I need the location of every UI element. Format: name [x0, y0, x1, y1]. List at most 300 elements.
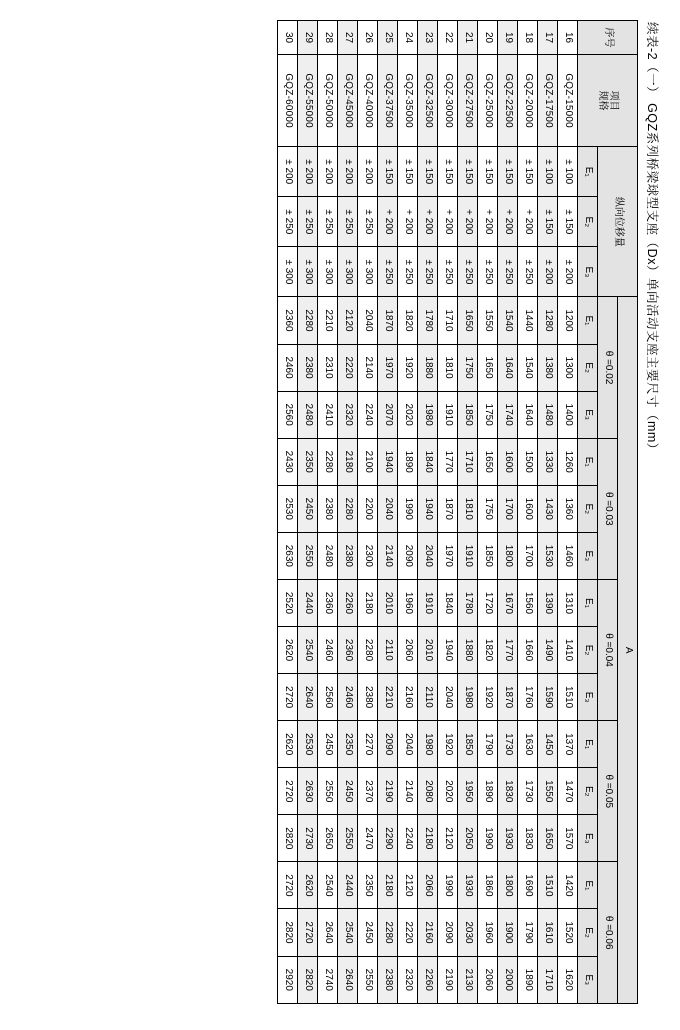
cell-seq: 26: [358, 21, 378, 55]
header-t002-e3: E₃: [578, 391, 598, 438]
cell-t006-e1: 2180: [378, 862, 398, 909]
cell-seq: 25: [378, 21, 398, 55]
cell-t002-e1: 1650: [458, 297, 478, 344]
cell-t002-e1: 1550: [478, 297, 498, 344]
cell-t003-e3: 2480: [318, 532, 338, 579]
table-row: [358, 21, 378, 1004]
cell-t005-e1: 1920: [438, 721, 458, 768]
cell-t005-e3: 1650: [538, 815, 558, 862]
cell-t004-e3: 2380: [358, 674, 378, 721]
header-t004-e3: E₃: [578, 674, 598, 721]
cell-displacement-e1: ± 150: [438, 147, 458, 197]
cell-t006-e2: 1520: [558, 909, 578, 956]
cell-t006-e1: 1930: [458, 862, 478, 909]
cell-t004-e2: 1410: [558, 627, 578, 674]
cell-displacement-e2: + 200: [418, 197, 438, 247]
cell-t004-e1: 1390: [538, 579, 558, 626]
cell-t005-e3: 2550: [338, 815, 358, 862]
header-t006-e3: E₃: [578, 956, 598, 1003]
cell-displacement-e3: ± 250: [418, 247, 438, 297]
cell-t005-e2: 1550: [538, 768, 558, 815]
cell-t006-e2: 2540: [338, 909, 358, 956]
cell-t004-e1: 1670: [498, 579, 518, 626]
cell-t004-e2: 2620: [278, 627, 298, 674]
cell-t003-e2: 1600: [518, 485, 538, 532]
cell-t003-e3: 1460: [558, 532, 578, 579]
cell-t005-e2: 2140: [398, 768, 418, 815]
cell-t003-e2: 1870: [438, 485, 458, 532]
cell-spec: GQZ-37500: [378, 55, 398, 147]
header-spec-line1: 项目: [608, 90, 619, 111]
cell-displacement-e2: + 200: [398, 197, 418, 247]
cell-t005-e3: 2050: [458, 815, 478, 862]
page-title: 续表-2（一） GQZ系列桥梁球型支座（Dx）单向活动支座主要尺寸（mm）: [645, 22, 659, 456]
cell-t005-e3: 1570: [558, 815, 578, 862]
cell-displacement-e2: ± 250: [358, 197, 378, 247]
cell-spec: GQZ-50000: [318, 55, 338, 147]
header-disp-e3: E₃: [578, 247, 598, 297]
cell-t005-e3: 2820: [278, 815, 298, 862]
cell-t005-e1: 1850: [458, 721, 478, 768]
cell-displacement-e2: ± 250: [338, 197, 358, 247]
cell-t004-e2: 2280: [358, 627, 378, 674]
cell-t006-e2: 2160: [418, 909, 438, 956]
cell-t003-e2: 1750: [478, 485, 498, 532]
cell-t005-e1: 2350: [338, 721, 358, 768]
cell-t002-e1: 2040: [358, 297, 378, 344]
cell-t003-e2: 1990: [398, 485, 418, 532]
cell-spec: GQZ-17500: [538, 55, 558, 147]
cell-t004-e3: 1760: [518, 674, 538, 721]
cell-t002-e2: 1810: [438, 344, 458, 391]
table-row: [538, 21, 558, 1004]
cell-t005-e1: 2620: [278, 721, 298, 768]
cell-displacement-e3: ± 250: [478, 247, 498, 297]
cell-displacement-e3: ± 250: [398, 247, 418, 297]
cell-t005-e2: 1470: [558, 768, 578, 815]
cell-displacement-e2: ± 150: [538, 197, 558, 247]
cell-t002-e2: 1650: [478, 344, 498, 391]
cell-t005-e2: 2020: [438, 768, 458, 815]
cell-spec: GQZ-15000: [558, 55, 578, 147]
cell-displacement-e1: ± 200: [338, 147, 358, 197]
cell-t006-e2: 2220: [398, 909, 418, 956]
header-disp-e2: E₂: [578, 197, 598, 247]
cell-displacement-e3: ± 250: [498, 247, 518, 297]
cell-t006-e1: 2120: [398, 862, 418, 909]
cell-t003-e3: 1910: [458, 532, 478, 579]
cell-t003-e3: 1700: [518, 532, 538, 579]
cell-seq: 23: [418, 21, 438, 55]
cell-displacement-e3: ± 300: [318, 247, 338, 297]
header-longitudinal-displacement: 纵向位移量: [598, 147, 638, 297]
cell-t004-e1: 1910: [418, 579, 438, 626]
cell-t003-e3: 1800: [498, 532, 518, 579]
cell-t003-e1: 1890: [398, 438, 418, 485]
cell-t005-e3: 2290: [378, 815, 398, 862]
cell-t002-e2: 2310: [318, 344, 338, 391]
header-t002-e1: E₁: [578, 297, 598, 344]
header-t005-e3: E₃: [578, 815, 598, 862]
cell-t005-e1: 2270: [358, 721, 378, 768]
cell-seq: 28: [318, 21, 338, 55]
header-theta-0-05: θ =0.05: [598, 721, 618, 862]
cell-t005-e1: 1980: [418, 721, 438, 768]
cell-t002-e1: 1200: [558, 297, 578, 344]
cell-t004-e3: 2160: [398, 674, 418, 721]
cell-t002-e1: 2210: [318, 297, 338, 344]
header-theta-0-02: θ =0.02: [598, 297, 618, 438]
cell-t006-e3: 1710: [538, 956, 558, 1003]
cell-t005-e1: 1370: [558, 721, 578, 768]
cell-t003-e1: 1710: [458, 438, 478, 485]
cell-t004-e1: 2260: [338, 579, 358, 626]
table-row: [438, 21, 458, 1004]
cell-displacement-e3: ± 250: [518, 247, 538, 297]
cell-t002-e2: 1540: [518, 344, 538, 391]
cell-displacement-e3: ± 300: [298, 247, 318, 297]
cell-displacement-e3: ± 250: [378, 247, 398, 297]
cell-t004-e3: 2040: [438, 674, 458, 721]
cell-t003-e3: 1970: [438, 532, 458, 579]
cell-t003-e2: 2040: [378, 485, 398, 532]
cell-t005-e3: 2730: [298, 815, 318, 862]
cell-t004-e3: 1920: [478, 674, 498, 721]
cell-t006-e3: 2130: [458, 956, 478, 1003]
cell-seq: 24: [398, 21, 418, 55]
cell-displacement-e1: ± 150: [458, 147, 478, 197]
cell-t003-e1: 1260: [558, 438, 578, 485]
cell-t002-e2: 2220: [338, 344, 358, 391]
cell-t004-e1: 1310: [558, 579, 578, 626]
cell-t005-e1: 1730: [498, 721, 518, 768]
cell-spec: GQZ-32500: [418, 55, 438, 147]
cell-t006-e3: 2060: [478, 956, 498, 1003]
cell-t005-e2: 1830: [498, 768, 518, 815]
cell-spec: GQZ-60000: [278, 55, 298, 147]
cell-t002-e1: 1440: [518, 297, 538, 344]
header-t004-e1: E₁: [578, 579, 598, 626]
cell-t002-e1: 2280: [298, 297, 318, 344]
cell-seq: 21: [458, 21, 478, 55]
cell-t005-e3: 2650: [318, 815, 338, 862]
cell-t003-e1: 2100: [358, 438, 378, 485]
cell-seq: 30: [278, 21, 298, 55]
cell-t003-e2: 2380: [318, 485, 338, 532]
cell-seq: 29: [298, 21, 318, 55]
cell-t005-e1: 2090: [378, 721, 398, 768]
cell-t002-e3: 1980: [418, 391, 438, 438]
cell-t006-e2: 1960: [478, 909, 498, 956]
cell-t003-e2: 2200: [358, 485, 378, 532]
cell-displacement-e2: ± 150: [558, 197, 578, 247]
cell-t006-e1: 1860: [478, 862, 498, 909]
cell-t005-e2: 1890: [478, 768, 498, 815]
cell-t003-e3: 2550: [298, 532, 318, 579]
cell-t002-e2: 1920: [398, 344, 418, 391]
cell-t003-e1: 1840: [418, 438, 438, 485]
cell-spec: GQZ-27500: [458, 55, 478, 147]
cell-displacement-e3: ± 250: [438, 247, 458, 297]
cell-t004-e3: 2720: [278, 674, 298, 721]
cell-seq: 20: [478, 21, 498, 55]
cell-t004-e3: 1980: [458, 674, 478, 721]
cell-t003-e3: 1530: [538, 532, 558, 579]
header-t003-e2: E₂: [578, 485, 598, 532]
cell-t002-e3: 1640: [518, 391, 538, 438]
cell-t006-e3: 2000: [498, 956, 518, 1003]
cell-t006-e3: 2190: [438, 956, 458, 1003]
cell-t005-e3: 2240: [398, 815, 418, 862]
header-t003-e3: E₃: [578, 532, 598, 579]
cell-t006-e2: 2280: [378, 909, 398, 956]
cell-t002-e2: 1880: [418, 344, 438, 391]
cell-displacement-e2: ± 250: [298, 197, 318, 247]
header-row-1: [618, 21, 638, 1004]
cell-displacement-e1: ± 150: [418, 147, 438, 197]
cell-t002-e3: 1750: [478, 391, 498, 438]
cell-t003-e2: 2530: [278, 485, 298, 532]
cell-t004-e1: 2440: [298, 579, 318, 626]
cell-t003-e2: 1430: [538, 485, 558, 532]
cell-t004-e1: 1560: [518, 579, 538, 626]
cell-spec: GQZ-45000: [338, 55, 358, 147]
cell-t002-e3: 1850: [458, 391, 478, 438]
table-body: [278, 21, 578, 1004]
cell-t006-e2: 1610: [538, 909, 558, 956]
cell-t006-e2: 2090: [438, 909, 458, 956]
cell-t002-e1: 1870: [378, 297, 398, 344]
cell-t005-e1: 2040: [398, 721, 418, 768]
cell-spec: GQZ-22500: [498, 55, 518, 147]
cell-t003-e1: 2430: [278, 438, 298, 485]
cell-t003-e2: 1810: [458, 485, 478, 532]
cell-t006-e1: 2540: [318, 862, 338, 909]
cell-t006-e2: 1790: [518, 909, 538, 956]
cell-displacement-e2: + 200: [498, 197, 518, 247]
cell-t004-e3: 1590: [538, 674, 558, 721]
cell-seq: 22: [438, 21, 458, 55]
cell-displacement-e3: ± 300: [278, 247, 298, 297]
header-theta-0-03: θ =0.03: [598, 438, 618, 579]
cell-t005-e3: 2470: [358, 815, 378, 862]
cell-t005-e1: 2530: [298, 721, 318, 768]
header-t005-e2: E₂: [578, 768, 598, 815]
cell-t005-e2: 1950: [458, 768, 478, 815]
cell-t006-e1: 2060: [418, 862, 438, 909]
cell-t006-e1: 1510: [538, 862, 558, 909]
cell-seq: 16: [558, 21, 578, 55]
header-theta-0-04: θ =0.04: [598, 579, 618, 720]
cell-t002-e1: 1540: [498, 297, 518, 344]
cell-t002-e2: 2380: [298, 344, 318, 391]
cell-t004-e2: 1490: [538, 627, 558, 674]
cell-seq: 27: [338, 21, 358, 55]
cell-t005-e1: 1790: [478, 721, 498, 768]
header-t006-e2: E₂: [578, 909, 598, 956]
cell-t006-e1: 1800: [498, 862, 518, 909]
cell-t002-e3: 2480: [298, 391, 318, 438]
table-row: [558, 21, 578, 1004]
cell-displacement-e1: ± 200: [318, 147, 338, 197]
cell-displacement-e1: ± 150: [398, 147, 418, 197]
cell-t004-e2: 2010: [418, 627, 438, 674]
cell-t003-e2: 1940: [418, 485, 438, 532]
cell-t003-e3: 2040: [418, 532, 438, 579]
cell-t002-e3: 1740: [498, 391, 518, 438]
cell-displacement-e2: + 200: [518, 197, 538, 247]
cell-t003-e3: 2300: [358, 532, 378, 579]
cell-t005-e3: 1830: [518, 815, 538, 862]
header-spec: [578, 55, 638, 147]
cell-t004-e1: 1780: [458, 579, 478, 626]
cell-t002-e1: 2120: [338, 297, 358, 344]
cell-t002-e2: 2140: [358, 344, 378, 391]
cell-displacement-e1: ± 150: [378, 147, 398, 197]
cell-t005-e2: 2190: [378, 768, 398, 815]
cell-t005-e3: 2180: [418, 815, 438, 862]
cell-seq: 17: [538, 21, 558, 55]
cell-displacement-e2: + 200: [458, 197, 478, 247]
header-t005-e1: E₁: [578, 721, 598, 768]
cell-t002-e3: 2410: [318, 391, 338, 438]
cell-t005-e1: 2450: [318, 721, 338, 768]
cell-t004-e2: 2540: [298, 627, 318, 674]
cell-t002-e3: 2320: [338, 391, 358, 438]
header-t004-e2: E₂: [578, 627, 598, 674]
cell-t006-e3: 1620: [558, 956, 578, 1003]
cell-spec: GQZ-30000: [438, 55, 458, 147]
cell-t004-e2: 2060: [398, 627, 418, 674]
cell-t002-e1: 1780: [418, 297, 438, 344]
cell-spec: GQZ-35000: [398, 55, 418, 147]
cell-displacement-e1: ± 200: [358, 147, 378, 197]
cell-t003-e2: 1700: [498, 485, 518, 532]
cell-t006-e2: 2820: [278, 909, 298, 956]
cell-t006-e3: 1890: [518, 956, 538, 1003]
cell-t003-e1: 1500: [518, 438, 538, 485]
header-t003-e1: E₁: [578, 438, 598, 485]
cell-t004-e1: 2520: [278, 579, 298, 626]
header-theta-0-06: θ =0.06: [598, 862, 618, 1004]
cell-t003-e1: 2280: [318, 438, 338, 485]
cell-t002-e1: 1280: [538, 297, 558, 344]
cell-t002-e3: 1910: [438, 391, 458, 438]
table-row: [378, 21, 398, 1004]
cell-t002-e2: 2460: [278, 344, 298, 391]
cell-displacement-e3: ± 300: [358, 247, 378, 297]
cell-t002-e3: 2240: [358, 391, 378, 438]
cell-t003-e2: 2280: [338, 485, 358, 532]
cell-t005-e3: 1990: [478, 815, 498, 862]
cell-t003-e1: 1330: [538, 438, 558, 485]
cell-t005-e2: 2550: [318, 768, 338, 815]
cell-t006-e2: 2640: [318, 909, 338, 956]
cell-t003-e2: 1360: [558, 485, 578, 532]
cell-t004-e2: 1940: [438, 627, 458, 674]
cell-displacement-e2: + 200: [478, 197, 498, 247]
cell-t003-e1: 1770: [438, 438, 458, 485]
cell-t004-e2: 2110: [378, 627, 398, 674]
cell-t005-e2: 1730: [518, 768, 538, 815]
cell-displacement-e1: ± 150: [498, 147, 518, 197]
cell-t004-e2: 1770: [498, 627, 518, 674]
cell-t005-e2: 2450: [338, 768, 358, 815]
cell-t006-e2: 2720: [298, 909, 318, 956]
cell-t005-e2: 2370: [358, 768, 378, 815]
cell-t002-e3: 2020: [398, 391, 418, 438]
header-seq: 序号: [578, 21, 638, 55]
cell-spec: GQZ-25000: [478, 55, 498, 147]
cell-spec: GQZ-20000: [518, 55, 538, 147]
cell-displacement-e3: ± 300: [338, 247, 358, 297]
cell-t004-e3: 2560: [318, 674, 338, 721]
cell-seq: 19: [498, 21, 518, 55]
cell-t003-e1: 2350: [298, 438, 318, 485]
cell-t005-e1: 1630: [518, 721, 538, 768]
header-t002-e2: E₂: [578, 344, 598, 391]
cell-t004-e1: 1720: [478, 579, 498, 626]
cell-t004-e1: 1960: [398, 579, 418, 626]
cell-t006-e3: 2320: [398, 956, 418, 1003]
cell-displacement-e3: ± 200: [538, 247, 558, 297]
cell-seq: 18: [518, 21, 538, 55]
cell-t004-e2: 1820: [478, 627, 498, 674]
cell-t006-e1: 2620: [298, 862, 318, 909]
cell-t006-e3: 2380: [378, 956, 398, 1003]
cell-displacement-e3: ± 250: [458, 247, 478, 297]
cell-t002-e2: 1640: [498, 344, 518, 391]
cell-t005-e1: 1450: [538, 721, 558, 768]
cell-t004-e3: 2210: [378, 674, 398, 721]
cell-t002-e2: 1300: [558, 344, 578, 391]
header-a: A: [618, 297, 638, 1004]
table-row: [298, 21, 318, 1004]
cell-t006-e1: 2350: [358, 862, 378, 909]
cell-t004-e2: 2460: [318, 627, 338, 674]
cell-spec: GQZ-55000: [298, 55, 318, 147]
header-spec-line2: 规格: [597, 90, 609, 111]
table-header: [578, 21, 638, 1004]
cell-t004-e1: 1840: [438, 579, 458, 626]
cell-t003-e1: 1940: [378, 438, 398, 485]
cell-t002-e1: 1710: [438, 297, 458, 344]
cell-t004-e2: 1660: [518, 627, 538, 674]
cell-t006-e1: 1990: [438, 862, 458, 909]
header-t006-e1: E₁: [578, 862, 598, 909]
cell-t003-e3: 2380: [338, 532, 358, 579]
cell-t006-e2: 2450: [358, 909, 378, 956]
cell-t006-e3: 2920: [278, 956, 298, 1003]
cell-displacement-e3: ± 200: [558, 247, 578, 297]
cell-t002-e1: 2360: [278, 297, 298, 344]
cell-t003-e3: 2090: [398, 532, 418, 579]
cell-displacement-e2: + 200: [378, 197, 398, 247]
cell-t002-e2: 1380: [538, 344, 558, 391]
cell-t002-e2: 1750: [458, 344, 478, 391]
table-row: [278, 21, 298, 1004]
table-row: [398, 21, 418, 1004]
header-disp-e1: E₁: [578, 147, 598, 197]
cell-t004-e1: 2010: [378, 579, 398, 626]
cell-t003-e1: 2180: [338, 438, 358, 485]
header-row-3: [578, 21, 598, 1004]
cell-t003-e2: 2450: [298, 485, 318, 532]
cell-t002-e3: 2560: [278, 391, 298, 438]
cell-t006-e3: 2640: [338, 956, 358, 1003]
specification-table: [277, 20, 638, 1004]
table-row: [518, 21, 538, 1004]
